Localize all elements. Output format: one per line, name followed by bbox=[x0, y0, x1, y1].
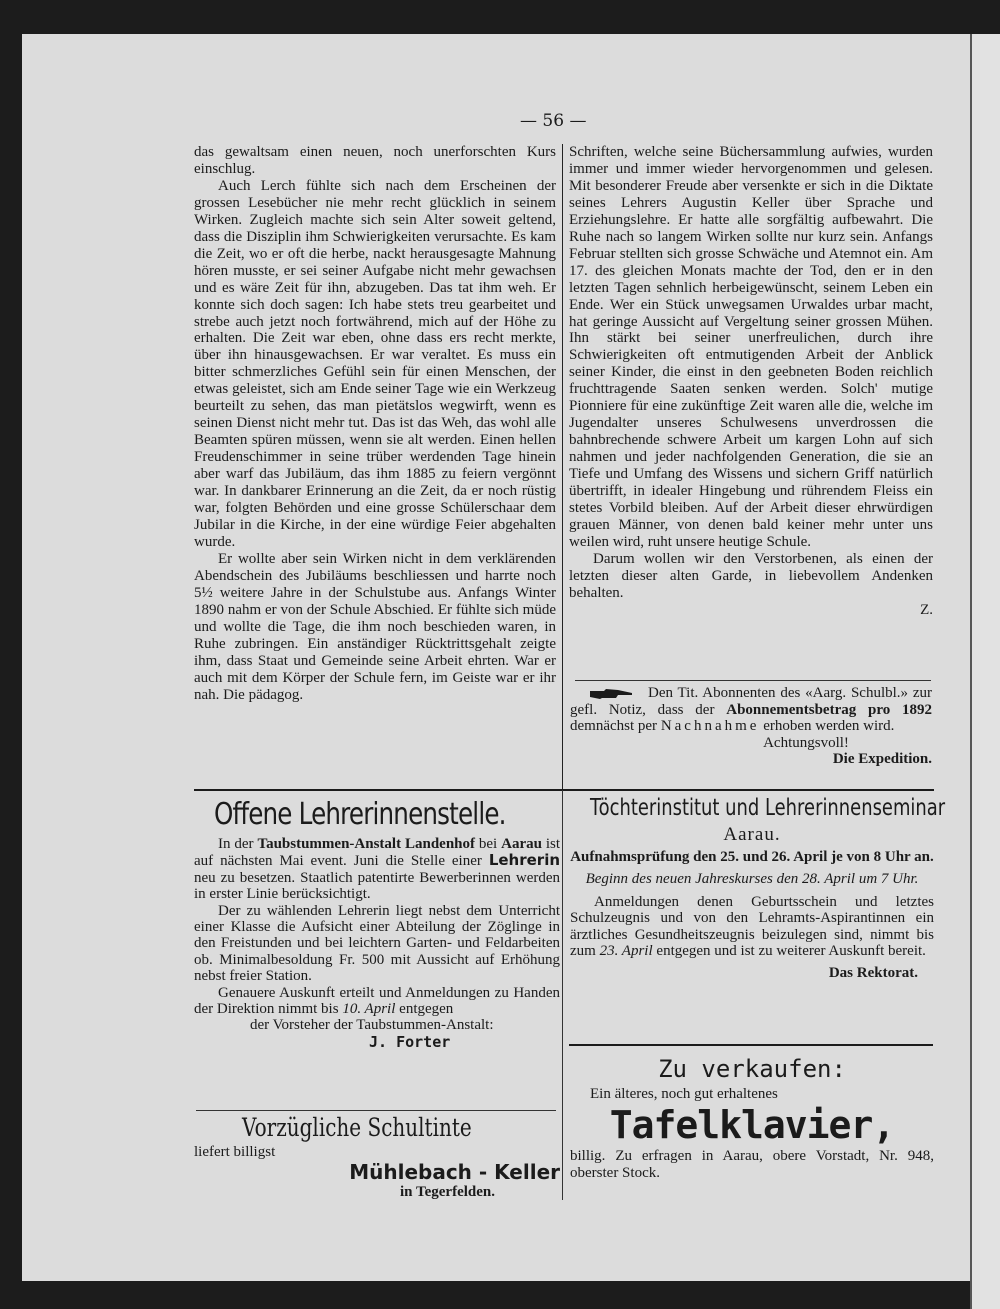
ad-offene-city: Aarau bbox=[501, 836, 542, 852]
article-paragraph: Er wollte aber sein Wirken nicht in dem verklärenden Abendschein des Jubiläums beschliessen und harrte noch 5½ weitere Jahre in der Schulstube aus. Anfangs Winter 1890 nahm er von der Schule Abschied. Er fühlte sich müde und wollte die Tage, die ihm noch beschieden waren, in Ruhe zubringen. Ein anständiger Rücktrittsgehalt zeigte ihm, dass Staat und Gemeinde seine Arbeit ehrten. War er auch mit dem Körper der Schule fern, im Geiste war er ihr nah. Die pädagog. bbox=[194, 550, 556, 703]
ad-offene-text: ist auf nächsten Mai event. Juni die Stelle einer bbox=[194, 836, 561, 870]
ad-toechter-deadline: 23. April bbox=[599, 943, 653, 960]
notice-text-end: erhoben werden wird. bbox=[763, 718, 895, 734]
ad-offene-institution: Taubstummen-Anstalt Landenhof bbox=[257, 836, 475, 852]
ad-offene-deadline: 10. April bbox=[342, 1001, 396, 1018]
ad-toechter-text: entgegen und ist zu weiterer Auskunft bereit. bbox=[656, 943, 926, 960]
ad-toechter-exam: Aufnahmsprüfung den 25. und 26. April je von 8 Uhr an. bbox=[570, 849, 934, 865]
ad-schultinte bbox=[194, 1112, 560, 1201]
notice-text-start: Den Tit. Abonnenten des «Aarg. Schulbl.» zur gefl. Notiz, dass der bbox=[570, 685, 932, 718]
page-number: — 56 — bbox=[520, 111, 587, 131]
article-right-column bbox=[569, 144, 933, 619]
ad-offene-name: J. Forter bbox=[369, 1032, 451, 1051]
ad-toechter-course: Beginn des neuen Jahreskurses den 28. April um 7 Uhr. bbox=[585, 871, 919, 888]
notice-rule bbox=[575, 680, 931, 681]
ad-offene-heading: Offene Lehrerinnenstelle. bbox=[214, 797, 506, 832]
notice-sender: Die Expedition. bbox=[832, 751, 932, 767]
column-divider bbox=[562, 144, 563, 789]
ad-offene-signoff: der Vorsteher der Taubstummen-Anstalt: bbox=[250, 1017, 494, 1034]
article-paragraph: Darum wollen wir den Verstorbenen, als einen der letzten dieser alten Garde, in liebevollem Andenken behalten. bbox=[569, 550, 933, 601]
ad-toechter-signoff: Das Rektorat. bbox=[828, 965, 918, 982]
ad-verkauf-item: Tafelklavier, bbox=[609, 1103, 895, 1148]
pointing-hand-icon bbox=[588, 688, 634, 700]
article-left-column bbox=[194, 144, 556, 703]
ad-schultinte-text: liefert billigst bbox=[194, 1144, 276, 1160]
subscription-notice bbox=[570, 685, 932, 768]
ad-divider bbox=[196, 1110, 556, 1111]
notice-text-mid: demnächst per bbox=[570, 718, 658, 734]
ads-column-divider bbox=[562, 790, 563, 1200]
ad-toechter-text: Anmeldungen denen Geburtsschein und letztes Schulzeugnis und von den Lehramts-Aspirantinnen ein ärztliches Gesundheitszeugnis beizulegen sind, nimmt bis zum bbox=[570, 893, 934, 960]
ad-toechter-city: Aarau. bbox=[723, 824, 781, 845]
ad-toechter-heading: Töchterinstitut und Lehrerinnenseminar bbox=[590, 795, 946, 821]
article-paragraph: das gewaltsam einen neuen, noch unerforschten Kurs einschlug. bbox=[194, 144, 556, 177]
ad-schultinte-location: in Tegerfelden. bbox=[400, 1184, 496, 1201]
notice-closing: Achtungsvoll! bbox=[763, 734, 849, 751]
article-signature: Z. bbox=[920, 601, 933, 618]
notice-spaced-text: Nachnahme bbox=[660, 718, 760, 734]
ad-divider bbox=[569, 1044, 933, 1046]
ad-verkauf-text: Ein älteres, noch gut erhaltenes bbox=[590, 1086, 778, 1102]
ad-offene-text: In der bbox=[218, 836, 254, 852]
ad-offene-text: bei bbox=[478, 836, 498, 852]
article-paragraph: Auch Lerch fühlte sich nach dem Erscheinen der grossen Lesebücher nie mehr recht glücklich in seinem Wirken. Zugleich machte sich sein Alter soweit geltend, dass die Disziplin ihm Schwierigkeiten verursachte. Es kam die Zeit, wo er oft die herbe, nackt herausgesagte Mahnung hören musste, er sei seiner Aufgabe nicht mehr gewachsen und es wäre Zeit für ihn, abzugeben. Das tat ihm weh. Er konnte sich doch sagen: Ich habe stets treu gearbeitet und strebe auch jetzt noch fortwährend, mich auf der Höhe zu erhalten. Die Zeit war eben, ohne dass ers recht merkte, über ihn hinausgewachsen. Er war veraltet. Es muss ein bitter schmerzliches Gefühl sein für einen Menschen, der etwas geleistet, sich am Ende seiner Tage wie ein Werkzeug beurteilt zu sehen, das man pietätslos wegwirft, wenn es seinen Dienst nicht mehr tut. Das ist das Weh, das wohl alle Beamten spüren müssen, wenn sie alt werden. Einen hellen Freudenschimmer in seine trüber werdenden Tage hinein aber warf das Jubiläum, das ihm 1885 zu feiern vergönnt war. In dankbarer Erinnerung an die Zeit, da er noch rüstig war, folgten Behörden und eine grosse Schülerschaar dem Jubilar in die Kirche, in der eine würdige Feier abgehalten wurde. bbox=[194, 177, 556, 550]
ad-toechterinstitut bbox=[570, 793, 946, 982]
ad-offene-text: Genauere Auskunft erteilt und Anmeldungen zu Handen der Direktion nimmt bis bbox=[194, 984, 560, 1018]
ad-offene-position: Lehrerin bbox=[488, 851, 561, 870]
ad-offene-text: neu zu besetzen. Staatlich patentirte Bewerberinnen werden in erster Linie berücksichtigt. bbox=[194, 869, 560, 903]
adjacent-page-edge bbox=[970, 34, 1000, 1309]
ad-verkauf-text: billig. Zu erfragen in Aarau, obere Vorstadt, Nr. 948, oberster Stock. bbox=[570, 1148, 934, 1181]
ad-offene-paragraph: Der zu wählenden Lehrerin liegt nebst dem Unterricht einer Klasse die Aufsicht einer Abteilung der Zöglinge in den Freistunden und bei leichtern Garten- und Feldarbeiten ob. Minimalbesoldung Fr. 500 mit Aussicht auf Erhöhung nebst freier Station. bbox=[194, 902, 560, 985]
ad-offene-lehrerinnenstelle bbox=[194, 796, 560, 1050]
ad-verkauf-heading: Zu verkaufen: bbox=[658, 1055, 846, 1083]
article-paragraph: Schriften, welche seine Büchersammlung aufwies, wurden immer und immer wieder hervorgenommen und gelesen. Mit besonderer Freude aber versenkte er sich in die Diktate seines Lehrers Augustin Keller über Sprache und Erziehungslehre. Er hatte alle sorgfältig aufbewahrt. Die Ruhe nach so langem Wirken sollte nur kurz sein. Anfangs Februar stellten sich grosse Schwäche und Atemnot ein. Am 17. des gleichen Monats machte der Tod, den er in den letzten Tagen sehnlich herbeigewünscht, seinem Leben ein Ende. Wer ein Stück unwegsamen Urwaldes urbar macht, hat geringe Aussicht auf Vergeltung seiner grossen Mühen. Ihn stärkt bei seiner unerfreulichen, durch ihre Schwierigkeiten oft entmutigenden Arbeit der Anblick seiner Kinder, die einst in den geebneten Boden reichlich fruchttragende Saaten senken werden. Solch' mutige Pionniere für eine zukünftige Zeit waren alle die, welche im Jugendalter unseres Schulwesens unverdrossen die bahnbrechende schwere Arbeit um kargen Lohn auf sich nahmen und jeder nachfolgenden Generation, die sie an Tiefe und Umfang des Wissens und sichern Griff natürlich übertrifft, in idealer Hingebung und rührendem Fleiss ein stetes Vorbild bleiben. Auf der Arbeit dieser ehrwürdigen grauen Männer, von denen bald keiner mehr unter uns weilen wird, ruht unsere heutige Schule. bbox=[569, 144, 933, 550]
ad-zu-verkaufen bbox=[570, 1054, 934, 1181]
ads-section-rule bbox=[194, 789, 934, 791]
notice-bold-text: Abonnementsbetrag pro 1892 bbox=[726, 701, 933, 718]
ad-schultinte-company: Mühlebach - Keller bbox=[349, 1160, 560, 1185]
ad-offene-text: entgegen bbox=[399, 1001, 454, 1018]
ad-schultinte-heading: Vorzügliche Schultinte bbox=[242, 1113, 472, 1142]
